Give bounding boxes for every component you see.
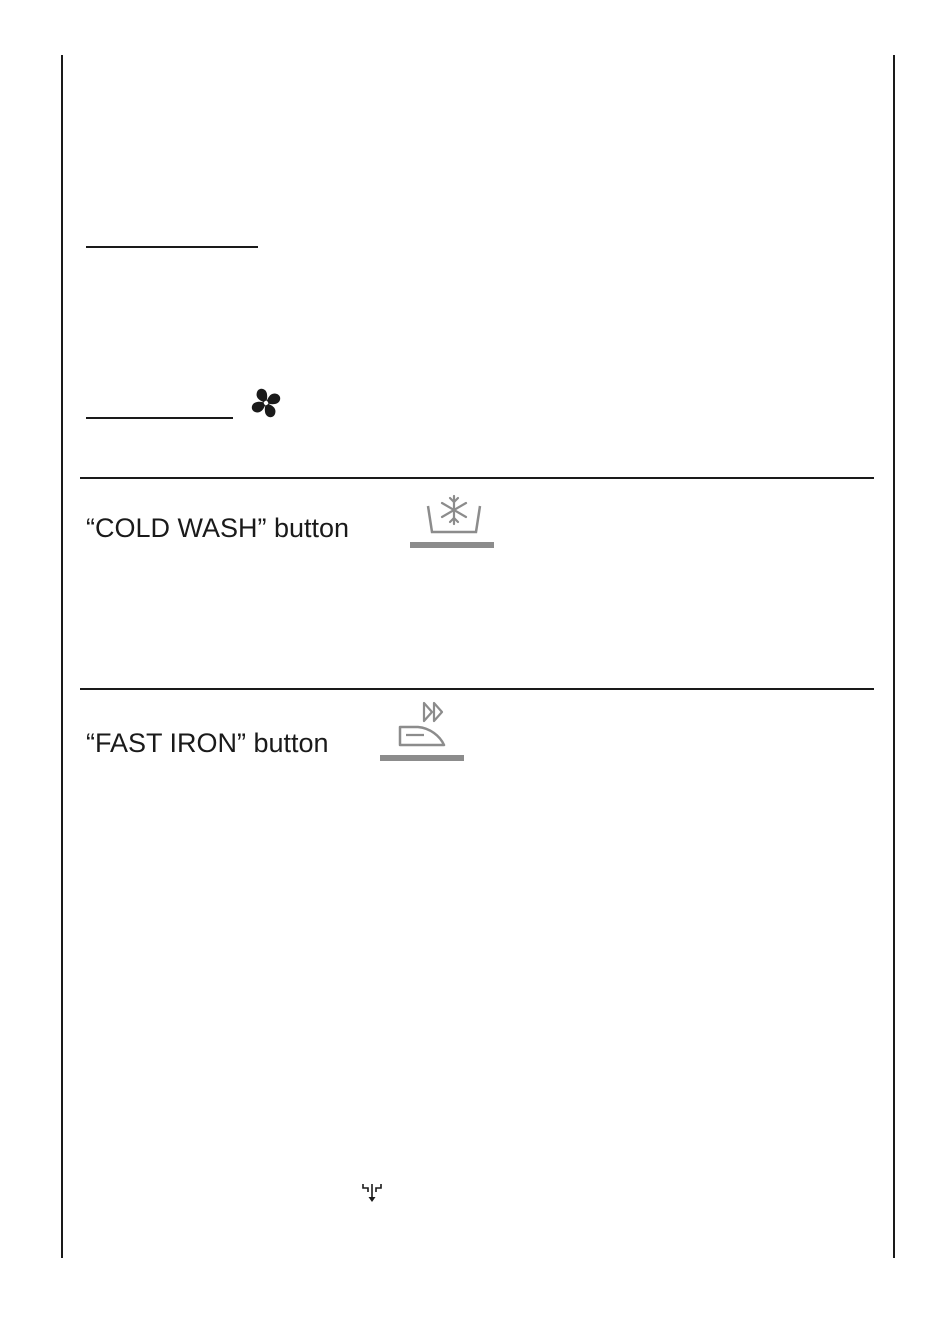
section-divider	[80, 688, 874, 690]
heading-underline	[86, 246, 258, 248]
cold-wash-heading: “COLD WASH” button	[86, 513, 350, 543]
drain-icon	[360, 1180, 384, 1204]
cold-wash-icon	[408, 490, 496, 550]
fan-icon	[249, 386, 283, 420]
section-divider	[80, 477, 874, 479]
heading-underline	[86, 417, 233, 419]
right-margin-line	[893, 55, 895, 1258]
fast-iron-heading: “FAST IRON” button	[86, 728, 329, 758]
left-margin-line	[61, 55, 63, 1258]
fast-iron-icon	[378, 697, 466, 765]
